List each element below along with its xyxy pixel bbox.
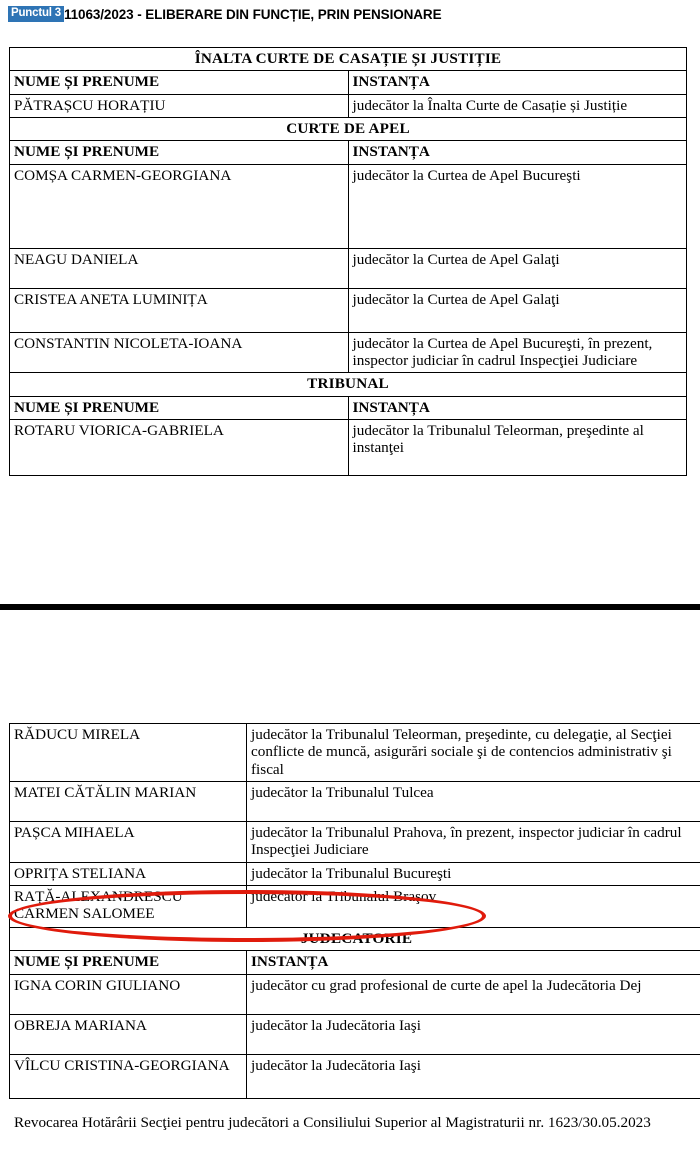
column-header-name: NUME ȘI PRENUME <box>10 396 349 419</box>
cell-instance: judecător la Judecătoria Iaşi <box>247 1054 700 1098</box>
point-badge: Punctul 3 <box>8 6 64 22</box>
table-row <box>10 974 700 1014</box>
cell-instance: judecător la Tribunalul Tulcea <box>247 782 700 822</box>
cell-name: ROTARU VIORICA-GABRIELA <box>10 419 349 475</box>
footnote-text: Revocarea Hotărârii Secţiei pentru judecători a Consiliului Superior al Magistraturii nr. 1623/30.05.2023 <box>14 1114 651 1131</box>
cell-name: MATEI CĂTĂLIN MARIAN <box>10 782 247 822</box>
table-header-row <box>10 396 687 419</box>
table-row <box>10 724 700 782</box>
cell-instance: judecător la Curtea de Apel Galaţi <box>348 248 687 288</box>
cell-name: PAȘCA MIHAELA <box>10 822 247 863</box>
cell-name: OBREJA MARIANA <box>10 1014 247 1054</box>
table-row <box>10 1014 700 1054</box>
section-header-tribunal: TRIBUNAL <box>10 373 687 396</box>
cell-instance: judecător la Tribunalul Prahova, în prezent, inspector judiciar în cadrul Inspecţiei Judiciare <box>247 822 700 863</box>
page-title: 11063/2023 - ELIBERARE DIN FUNCȚIE, PRIN PENSIONARE <box>63 6 442 22</box>
cell-name: PĂTRAȘCU HORAȚIU <box>10 94 349 117</box>
table-row <box>10 782 700 822</box>
cell-instance-highlighted: judecător la Tribunalul Braşov <box>247 885 700 927</box>
cell-name: RĂDUCU MIRELA <box>10 724 247 782</box>
cell-name: COMȘA CARMEN-GEORGIANA <box>10 164 349 248</box>
table-row <box>10 822 700 863</box>
cell-instance: judecător la Tribunalul Bucureşti <box>247 862 700 885</box>
table-row <box>10 164 687 248</box>
cell-instance: judecător la Judecătoria Iaşi <box>247 1014 700 1054</box>
table-header-row <box>10 951 700 974</box>
table-section-row <box>10 117 687 140</box>
table-header-row <box>10 71 687 94</box>
table-row <box>10 332 687 373</box>
cell-instance: judecător la Înalta Curte de Casație și Justiție <box>348 94 687 117</box>
column-header-instance: INSTANȚA <box>348 141 687 164</box>
column-header-instance: INSTANȚA <box>247 951 700 974</box>
table-row <box>10 862 700 885</box>
table-row <box>10 248 687 288</box>
cell-instance: judecător la Curtea de Apel Bucureşti, în prezent, inspector judiciar în cadrul Inspecţiei Judiciare <box>348 332 687 373</box>
section-header-curte-apel: CURTE DE APEL <box>10 117 687 140</box>
column-header-instance: INSTANȚA <box>348 396 687 419</box>
column-header-name: NUME ȘI PRENUME <box>10 951 247 974</box>
table-header-row <box>10 141 687 164</box>
table-row <box>10 419 687 475</box>
cell-instance: judecător la Tribunalul Teleorman, preşedinte, cu delegaţie, al Secţiei conflicte de muncă, asigurări sociale şi de contencios administrativ şi fiscal <box>247 724 700 782</box>
cell-name: NEAGU DANIELA <box>10 248 349 288</box>
cell-name: OPRIȚA STELIANA <box>10 862 247 885</box>
table-row <box>10 94 687 117</box>
page-divider <box>0 604 700 610</box>
cell-instance: judecător la Curtea de Apel Bucureşti <box>348 164 687 248</box>
cell-name-highlighted: RAȚĂ-ALEXANDRESCU CARMEN SALOMEE <box>10 885 247 927</box>
table-retirements-part1 <box>9 47 687 476</box>
table-row <box>10 1054 700 1098</box>
cell-name: CRISTEA ANETA LUMINIȚA <box>10 288 349 332</box>
section-header-iccj: ÎNALTA CURTE DE CASAȚIE ȘI JUSTIȚIE <box>10 48 687 71</box>
table-row <box>10 885 700 927</box>
cell-instance: judecător la Curtea de Apel Galaţi <box>348 288 687 332</box>
cell-name: IGNA CORIN GIULIANO <box>10 974 247 1014</box>
table-retirements-part2 <box>9 723 700 1099</box>
section-header-judecatorie: JUDECATORIE <box>10 927 700 950</box>
cell-instance: judecător cu grad profesional de curte de apel la Judecătoria Dej <box>247 974 700 1014</box>
document-header <box>8 6 441 22</box>
cell-name: VÎLCU CRISTINA-GEORGIANA <box>10 1054 247 1098</box>
table-section-row <box>10 48 687 71</box>
column-header-name: NUME ȘI PRENUME <box>10 141 349 164</box>
table-row <box>10 288 687 332</box>
column-header-instance: INSTANȚA <box>348 71 687 94</box>
cell-instance: judecător la Tribunalul Teleorman, preşedinte al instanţei <box>348 419 687 475</box>
cell-name: CONSTANTIN NICOLETA-IOANA <box>10 332 349 373</box>
column-header-name: NUME ȘI PRENUME <box>10 71 349 94</box>
table-section-row <box>10 927 700 950</box>
table-section-row <box>10 373 687 396</box>
